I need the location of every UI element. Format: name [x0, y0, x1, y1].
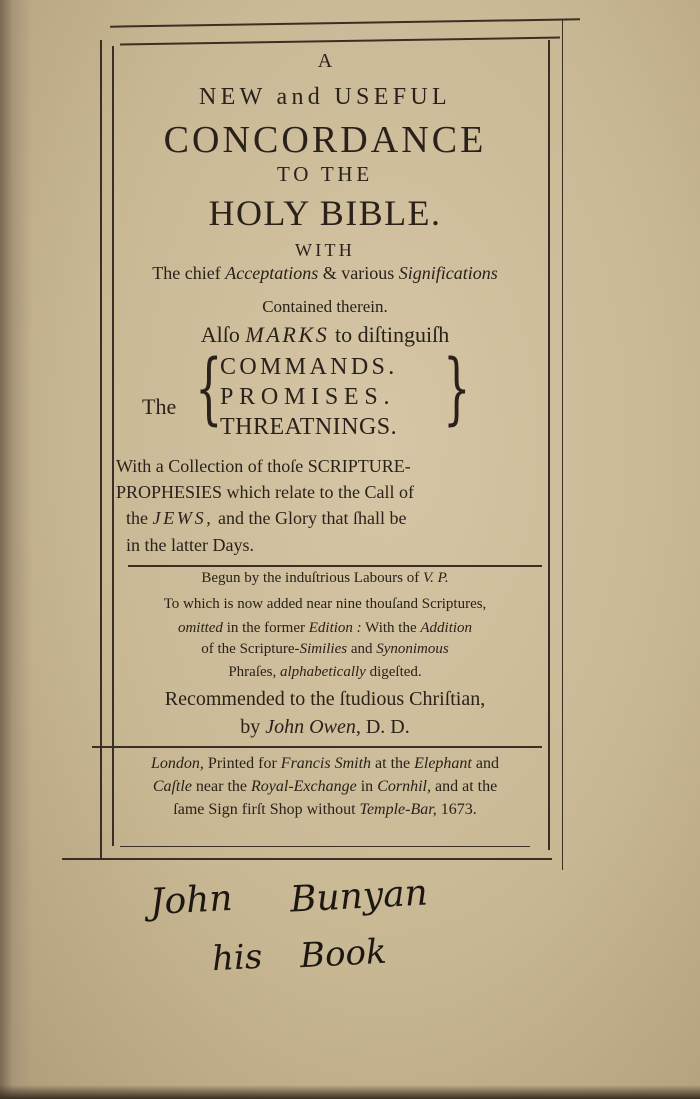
acceptations: Acceptations [225, 263, 319, 283]
the-word: the [126, 508, 148, 528]
significations: Significations [398, 263, 498, 283]
by-word: by [240, 716, 261, 738]
signature-book: Book [299, 931, 388, 977]
elephant: Elephant [414, 755, 472, 772]
left-brace: { [195, 344, 223, 434]
contained-therein: Contained therein. [262, 297, 388, 316]
at-the: at the [375, 755, 411, 772]
printed-for: Printed for [207, 755, 277, 772]
dd: D. D. [365, 716, 410, 738]
bottom-rule-outer [62, 858, 552, 860]
collection-line-2: PROPHESIES which relate to the Call of [116, 482, 414, 502]
middle-rule [128, 565, 542, 567]
john-owen: John Owen, [265, 716, 361, 738]
title-a: A [317, 50, 333, 72]
temple-bar: Temple-Bar, [359, 801, 437, 818]
digested: digeſted. [369, 664, 422, 680]
near-the: near the [195, 778, 247, 795]
alphabetically: alphabetically [280, 664, 366, 680]
jews: JEWS, [152, 508, 214, 528]
title-with: WITH [295, 240, 355, 260]
in-word: in [360, 778, 374, 795]
edition: Edition : [308, 620, 362, 636]
collection-line-3 [126, 508, 546, 529]
and-word: and [350, 641, 373, 657]
also: Alſo [200, 322, 240, 347]
bottom-rule-inner [120, 846, 530, 847]
imprint-line-1 [100, 755, 550, 773]
omitted: omitted [177, 620, 223, 636]
castle: Caſtle [152, 778, 192, 795]
imprint-line-2 [100, 778, 550, 796]
synonimous: Synonimous [376, 641, 449, 657]
signature-john: John [148, 877, 234, 924]
begun-text: Begun by the induſtrious Labours of [201, 570, 420, 586]
year: 1673. [440, 801, 477, 818]
recommended-line: Recommended to the ſtudious Chriſtian, [164, 688, 486, 710]
signature-his: his [210, 936, 264, 980]
collection-line-1: With a Collection of thoſe SCRIPTURE- [116, 456, 411, 476]
collection-line-4: in the latter Days. [126, 535, 254, 555]
title-holy-bible: HOLY BIBLE. [208, 193, 442, 233]
to-distinguish: to diſtinguiſh [334, 322, 450, 347]
chief-acceptations-line [100, 263, 550, 284]
with-the: With the [365, 620, 417, 636]
addition: Addition [420, 620, 473, 636]
omitted-line [100, 620, 550, 637]
imprint-line-3 [100, 801, 550, 819]
phrases-line [100, 664, 550, 681]
cornhil: Cornhil, [377, 778, 431, 795]
and-2: and [475, 755, 499, 772]
added-line: To which is now added near nine thouſand Scriptures, [163, 596, 487, 612]
begun-line [100, 570, 550, 587]
promises: PROMISES. [220, 384, 396, 410]
commands: COMMANDS. [220, 354, 398, 380]
london: London, [151, 755, 204, 772]
title-concordance: CONCORDANCE [163, 119, 487, 161]
page-bottom-shadow [0, 1085, 700, 1099]
and-at-the: and at the [434, 778, 498, 795]
threatnings: THREATNINGS. [220, 414, 398, 440]
similies-line [100, 641, 550, 658]
vp: V. P. [422, 570, 449, 586]
owen-line [100, 716, 550, 739]
same-sign: ſame Sign firſt Shop without [173, 801, 356, 818]
royal-exchange: Royal-Exchange [251, 778, 357, 795]
of-the-scripture: of the Scripture- [201, 641, 300, 657]
the-label: The [142, 394, 177, 419]
title-new-and-useful: NEW and USEFUL [198, 84, 452, 110]
amp-various: & various [322, 263, 395, 283]
francis-smith: Francis Smith [280, 755, 372, 772]
similies: Similies [299, 641, 348, 657]
marks: MARKS [245, 322, 330, 347]
in-former: in the former [226, 620, 305, 636]
signature-bunyan: Bunyan [289, 872, 429, 921]
right-brace: } [443, 344, 471, 434]
also-marks-line [100, 322, 550, 348]
phrases: Phraſes, [228, 664, 277, 680]
title-to-the: TO THE [277, 162, 373, 186]
imprint-rule [92, 746, 542, 748]
book-spine-shadow [0, 0, 32, 1099]
chief-pre: The chief [152, 263, 221, 283]
glory-text: and the Glory that ſhall be [217, 508, 407, 528]
